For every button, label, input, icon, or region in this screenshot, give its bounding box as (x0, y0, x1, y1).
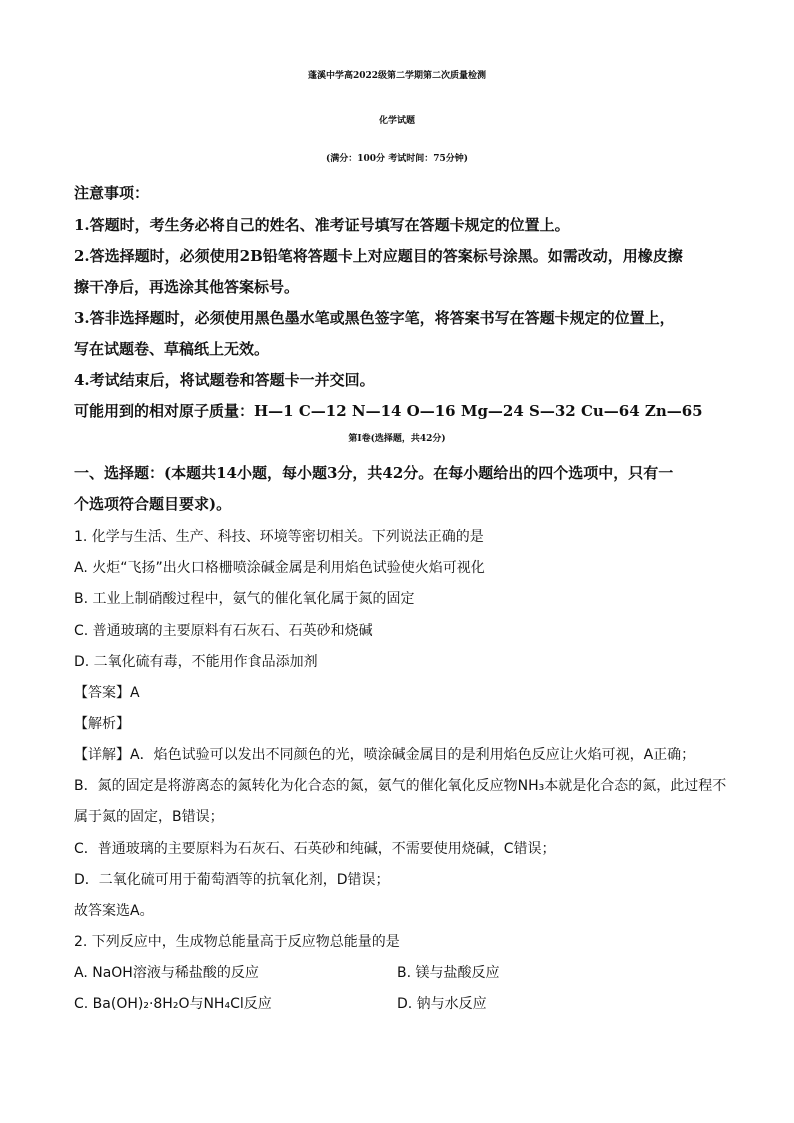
q1-analysis-label: 【解析】 (74, 716, 130, 732)
section-title: 第Ⅰ卷(选择题，共42分) (348, 434, 446, 444)
q1-answer: 【答案】A (74, 685, 140, 701)
note-line-1: 1.答题时，考生务必将自己的姓名、准考证号填写在答题卡规定的位置上。 (74, 216, 570, 234)
q1-detail-3: 属于氮的固定，B错误； (74, 809, 224, 825)
note-line-4: 3.答非选择题时，必须使用黑色墨水笔或黑色签字笔，将答案书写在答题卡规定的位置上， (74, 309, 675, 327)
q1-stem: 1. 化学与生活、生产、科技、环境等密切相关。下列说法正确的是 (74, 529, 484, 545)
q1-option-c: C. 普通玻璃的主要原料有石灰石、石英砂和烧碱 (74, 623, 373, 639)
q2-option-a: A. NaOH溶液与稀盐酸的反应 (74, 965, 259, 981)
section-instruction-1: 一、选择题：(本题共14小题，每小题3分，共42分。在每小题给出的四个选项中，只有一 (74, 464, 674, 482)
note-line-2: 2.答选择题时，必须使用2B铅笔将答题卡上对应题目的答案标号涂黑。如需改动，用橡皮擦 (74, 247, 683, 265)
q1-option-a: A. 火炬“飞扬”出火口格栅喷涂碱金属是利用焰色试验使火焰可视化 (74, 560, 485, 576)
q2-option-c: C. Ba(OH)₂·8H₂O与NH₄Cl反应 (74, 996, 272, 1012)
q2-option-b: B. 镁与盐酸反应 (397, 965, 500, 981)
note-line-3: 擦干净后，再选涂其他答案标号。 (74, 278, 300, 296)
q2-stem: 2. 下列反应中，生成物总能量高于反应物总能量的是 (74, 934, 400, 950)
q1-detail-1: 【详解】A．焰色试验可以发出不同颜色的光，喷涂碱金属目的是利用焰色反应让火焰可视，A正确； (74, 747, 696, 763)
subject-title: 化学试题 (378, 116, 415, 126)
q1-option-d: D. 二氧化硫有毒，不能用作食品添加剂 (74, 654, 318, 670)
note-line-6: 4.考试结束后，将试题卷和答题卡一并交回。 (74, 371, 375, 389)
exam-meta: (满分：100分 考试时间：75分钟) (326, 154, 468, 164)
note-line-5: 写在试题卷、草稿纸上无效。 (74, 340, 270, 358)
q1-detail-6: 故答案选A。 (74, 903, 154, 919)
q2-options-row-2 (74, 993, 720, 1013)
q1-option-b: B. 工业上制硝酸过程中，氨气的催化氧化属于氮的固定 (74, 591, 415, 607)
q2-option-d: D. 钠与水反应 (397, 996, 487, 1012)
q2-options-row-1 (74, 962, 720, 982)
q1-detail-2: B．氮的固定是将游离态的氮转化为化合态的氮，氨气的催化氧化反应物NH₃本就是化合态的氮，此过程不 (74, 778, 727, 794)
section-instruction-2: 个选项符合题目要求)。 (74, 495, 232, 513)
exam-title: 蓬溪中学高2022级第二学期第二次质量检测 (307, 71, 487, 81)
q1-detail-5: D．二氧化硫可用于葡萄酒等的抗氧化剂，D错误； (74, 872, 390, 888)
q1-detail-4: C．普通玻璃的主要原料为石灰石、石英砂和纯碱，不需要使用烧碱，C错误； (74, 841, 556, 857)
atomic-masses: 可能用到的相对原子质量：H—1 C—12 N—14 O—16 Mg—24 S—32 Cu—64 Zn—65 (74, 402, 703, 420)
notes-heading: 注意事项： (74, 184, 150, 202)
